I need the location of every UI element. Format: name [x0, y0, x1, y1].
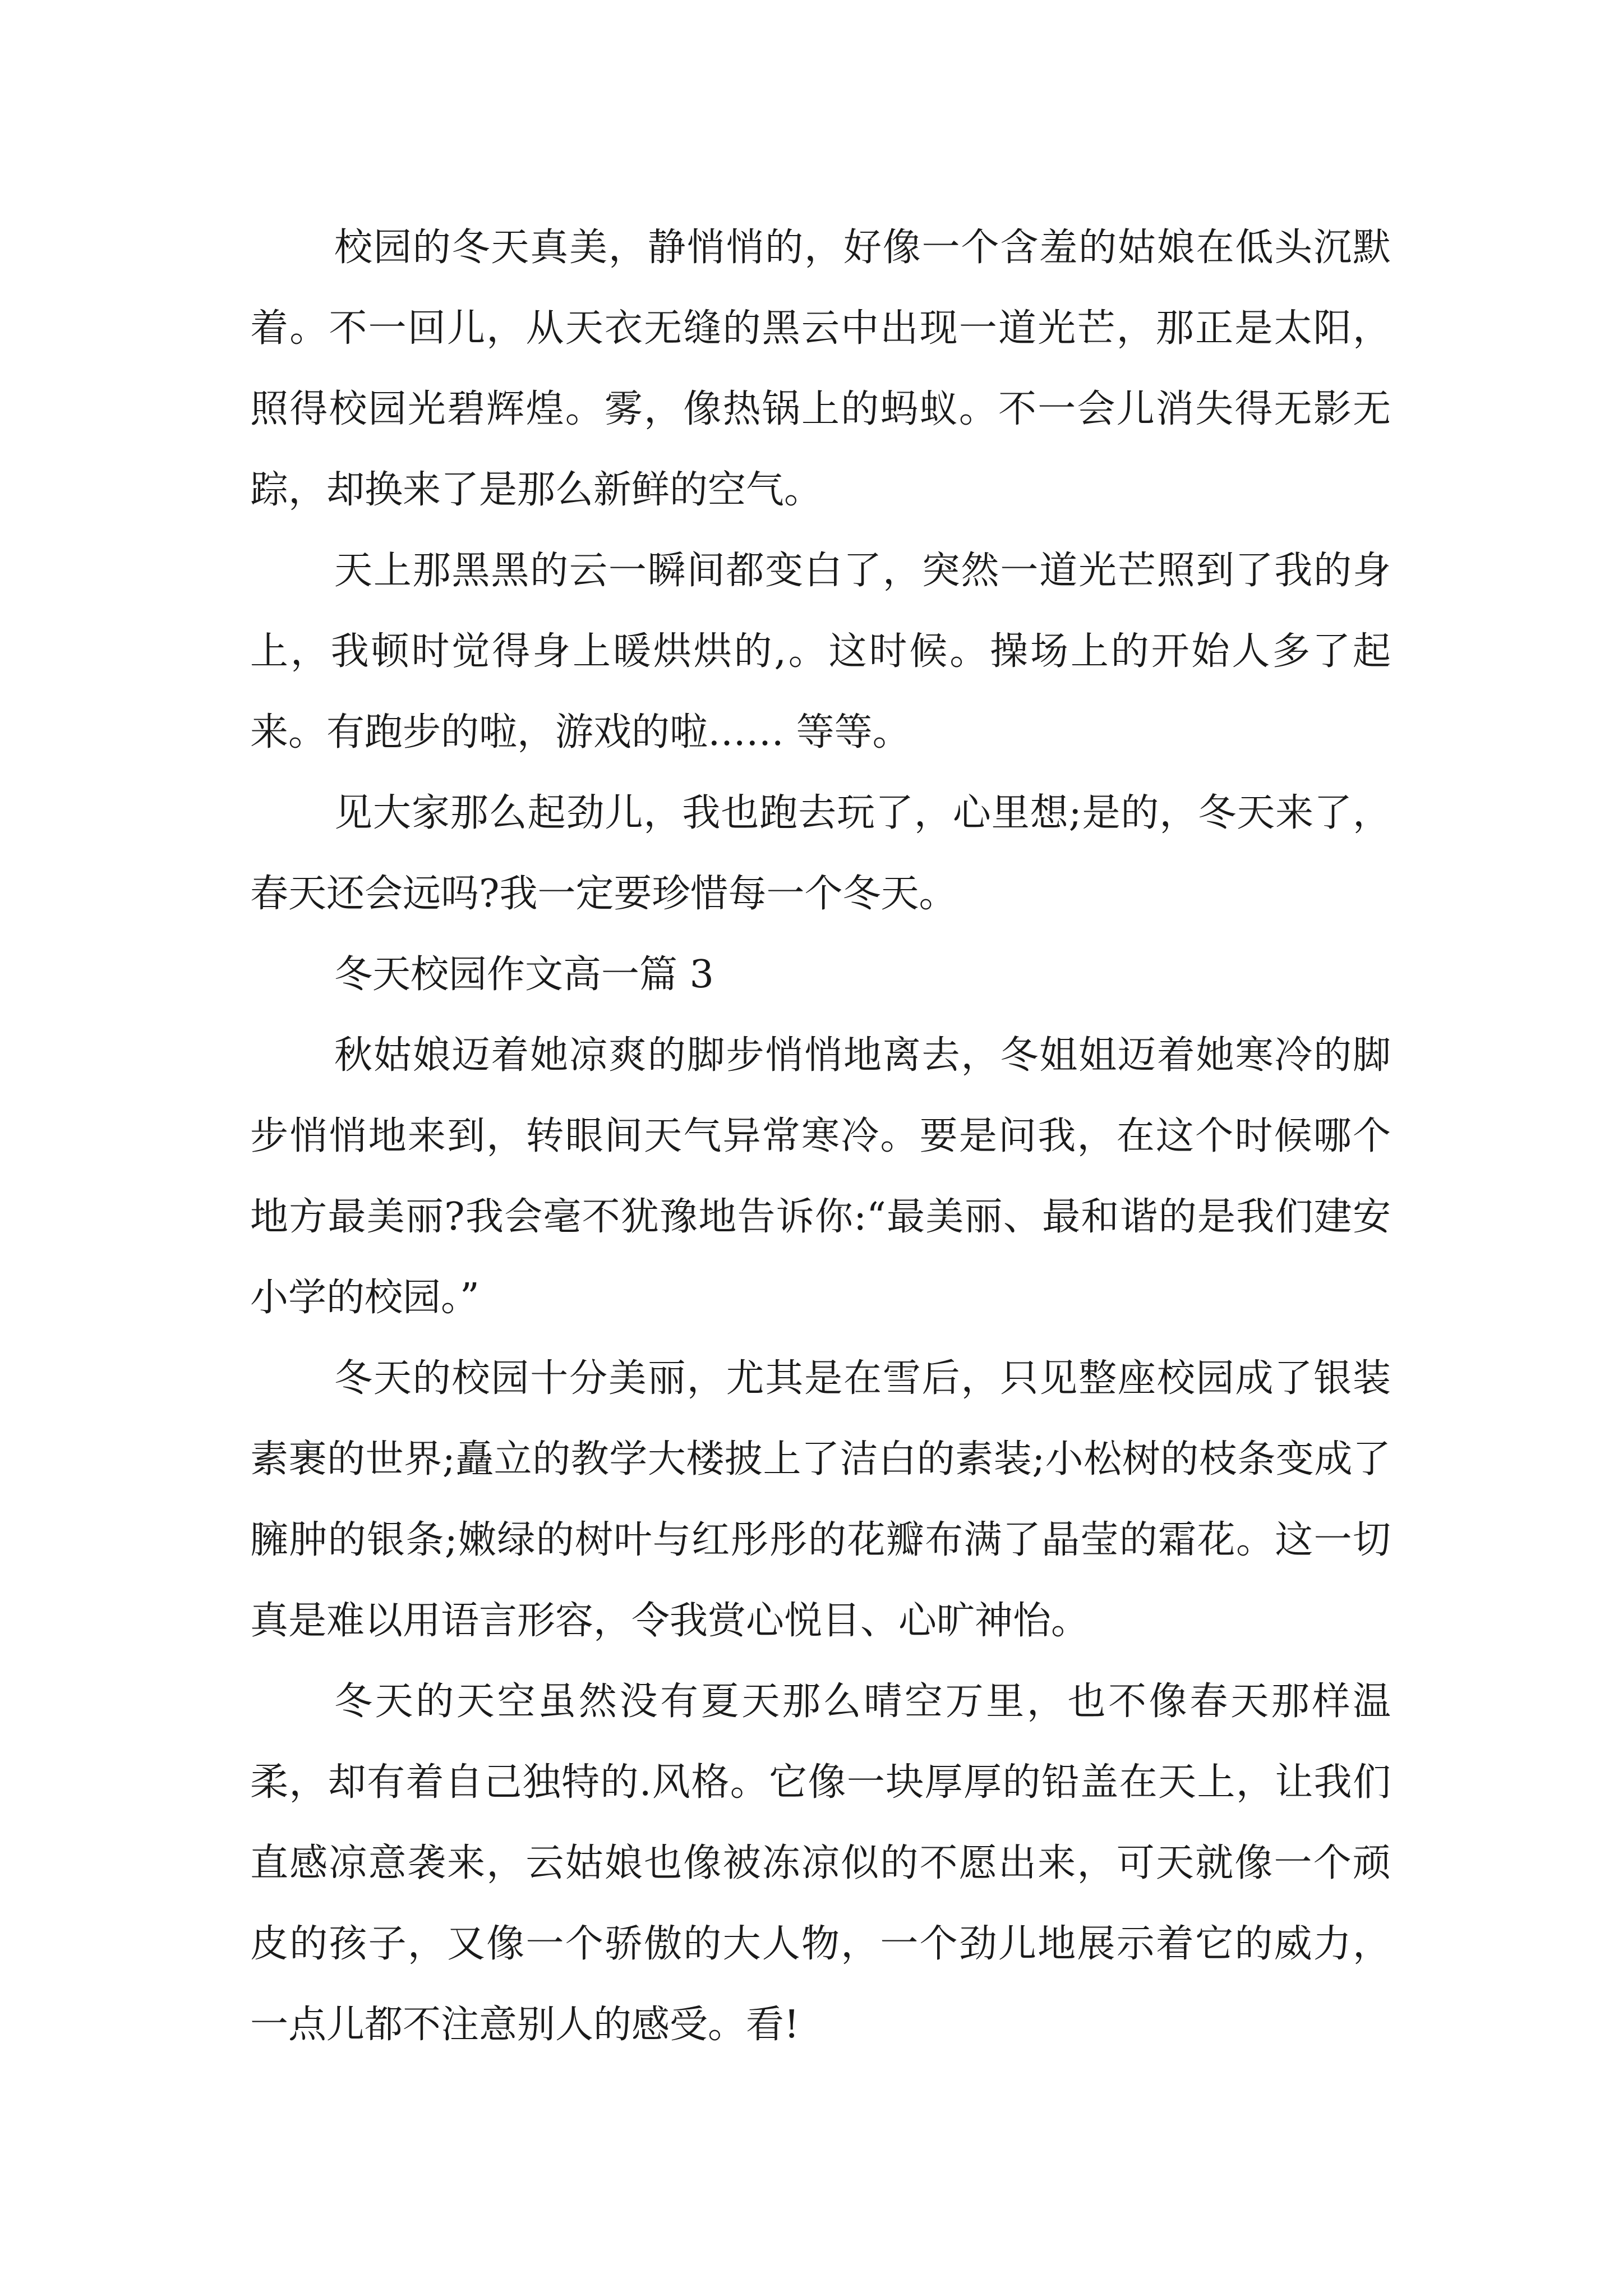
- section-heading: 冬天校园作文高一篇 3: [334, 953, 714, 997]
- paragraph-3: 见大家那么起劲儿，我也跑去玩了，心里想;是的，冬天来了，春天还会远吗?我一定要珍惜每一个冬天。: [250, 791, 1391, 916]
- paragraph-2: 天上那黑黑的云一瞬间都变白了，突然一道光芒照到了我的身上，我顿时觉得身上暖烘烘的,。这时候。操场上的开始人多了起来。有跑步的啦，游戏的啦…… 等等。: [250, 549, 1391, 754]
- paragraph-4: 秋姑娘迈着她凉爽的脚步悄悄地离去，冬姐姐迈着她寒冷的脚步悄悄地来到，转眼间天气异常寒冷。要是问我，在这个时候哪个地方最美丽?我会毫不犹豫地告诉你:“最美丽、最和谐的是我们建安小学的校园。”: [250, 1033, 1391, 1320]
- paragraph-6: 冬天的天空虽然没有夏天那么晴空万里，也不像春天那样温柔，却有着自己独特的.风格。它像一块厚厚的铅盖在天上，让我们直感凉意袭来，云姑娘也像被冻凉似的不愿出来，可天就像一个顽皮的孩子，又像一个骄傲的大人物，一个劲儿地展示着它的威力，一点儿都不注意别人的感受。看!: [250, 1680, 1391, 2047]
- document-body: [250, 208, 1391, 2065]
- paragraph-5: 冬天的校园十分美丽，尤其是在雪后，只见整座校园成了银装素裹的世界;矗立的教学大楼披上了洁白的素装;小松树的枝条变成了臃肿的银条;嫩绿的树叶与红彤彤的花瓣布满了晶莹的霜花。这一切真是难以用语言形容，令我赏心悦目、心旷神怡。: [250, 1356, 1391, 1643]
- paragraph-1: 校园的冬天真美，静悄悄的，好像一个含羞的姑娘在低头沉默着。不一回儿，从天衣无缝的黑云中出现一道光芒，那正是太阳，照得校园光碧辉煌。雾，像热锅上的蚂蚁。不一会儿消失得无影无踪，却换来了是那么新鲜的空气。: [250, 226, 1391, 512]
